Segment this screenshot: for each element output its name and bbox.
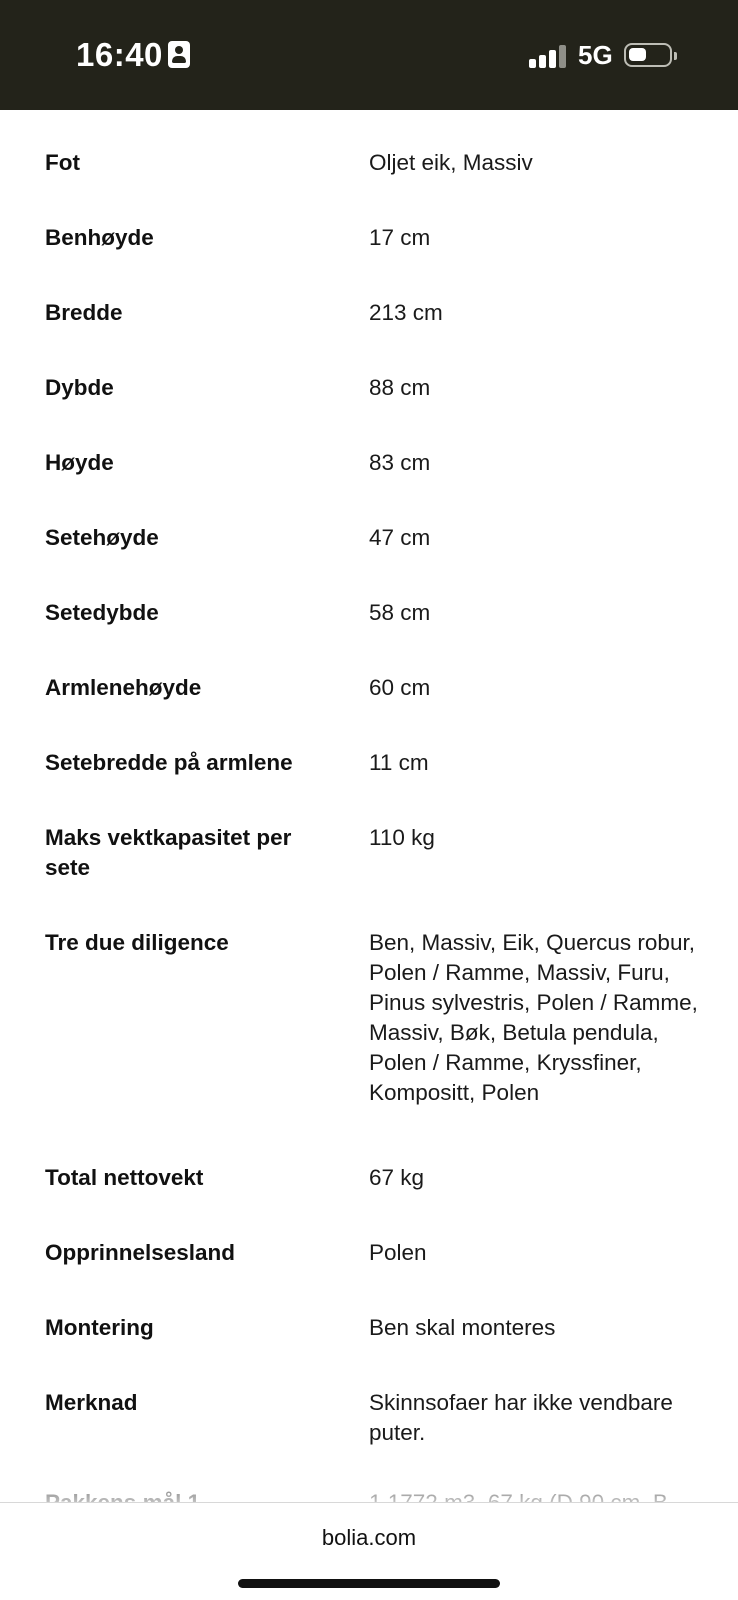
spec-value: 17 cm bbox=[369, 225, 431, 250]
spec-value: 88 cm bbox=[369, 375, 431, 400]
network-type: 5G bbox=[578, 40, 613, 70]
status-time: 16:40 bbox=[76, 36, 163, 73]
spec-label: Montering bbox=[45, 1315, 154, 1340]
spec-label: Tre due diligence bbox=[45, 930, 229, 955]
spec-label: Setedybde bbox=[45, 600, 159, 625]
spec-label: Benhøyde bbox=[45, 225, 154, 250]
spec-label: Dybde bbox=[45, 375, 114, 400]
home-indicator[interactable] bbox=[238, 1579, 500, 1588]
spec-value: Oljet eik, Massiv bbox=[369, 150, 533, 175]
spec-value: 11 cm bbox=[369, 750, 429, 775]
spec-value: 58 cm bbox=[369, 600, 431, 625]
spec-label: Setehøyde bbox=[45, 525, 159, 550]
spec-label: Total nettovekt bbox=[45, 1165, 204, 1190]
id-card-icon bbox=[168, 41, 190, 68]
spec-value: 67 kg bbox=[369, 1165, 425, 1190]
spec-label: Fot bbox=[45, 150, 80, 175]
spec-value: 110 kg bbox=[369, 825, 435, 850]
spec-label: Armlenehøyde bbox=[45, 675, 202, 700]
spec-value: 60 cm bbox=[369, 675, 431, 700]
spec-label: Merknad bbox=[45, 1390, 138, 1415]
spec-label: Bredde bbox=[45, 300, 123, 325]
url-text[interactable]: bolia.com bbox=[321, 1525, 417, 1550]
battery-icon bbox=[624, 43, 672, 67]
spec-label: Høyde bbox=[45, 450, 114, 475]
spec-value: 83 cm bbox=[369, 450, 431, 475]
spec-value: Ben skal monteres bbox=[369, 1315, 556, 1340]
spec-label: Opprinnelsesland bbox=[45, 1240, 236, 1265]
cellular-signal-icon bbox=[529, 44, 567, 68]
scroll-fade bbox=[0, 1455, 738, 1503]
spec-label: Maks vektkapasitet per sete bbox=[45, 825, 292, 880]
spec-value: Ben, Massiv, Eik, Quercus robur, Polen / Ramme, Massiv, Furu, Pinus sylvestris, Polen / Ramme, Massiv, Bøk, Betula pendula, Polen / Ramme, Kryssfiner, Kompositt, Polen bbox=[369, 930, 698, 1105]
spec-value: Polen bbox=[369, 1240, 427, 1265]
spec-value: 47 cm bbox=[369, 525, 431, 550]
browser-url-bar[interactable] bbox=[0, 1502, 738, 1600]
status-bar bbox=[0, 0, 738, 110]
spec-value: Skinnsofaer har ikke vendbare puter. bbox=[369, 1390, 673, 1445]
spec-label: Setebredde på armlene bbox=[45, 750, 293, 775]
spec-value: 213 cm bbox=[369, 300, 443, 325]
